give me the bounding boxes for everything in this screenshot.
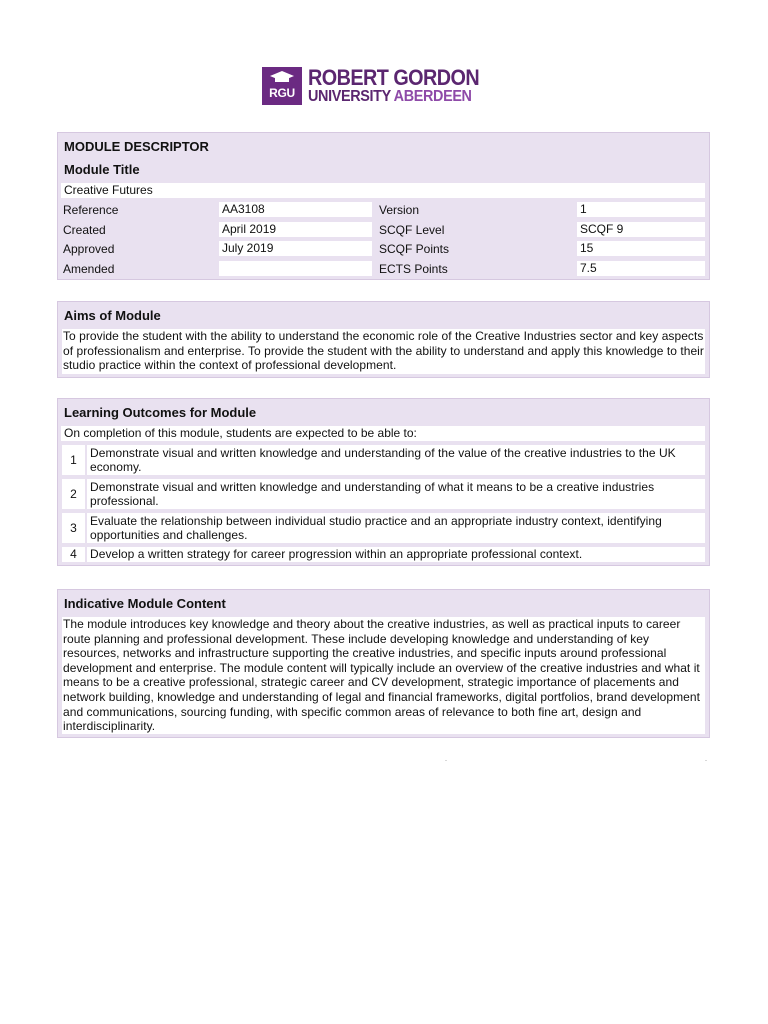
outcome-text-2: Demonstrate visual and written knowledge and understanding of what it means to be a creative industries professional. [87, 479, 705, 509]
module-title-value: Creative Futures [61, 183, 705, 198]
outcome-number-4: 4 [62, 547, 85, 562]
rgu-logo-mark-text: RGU [269, 86, 295, 100]
outcome-text-3: Evaluate the relationship between individual studio practice and an appropriate industry context, identifying opportunities and challenges. [87, 513, 705, 543]
rgu-logo-mark [262, 67, 302, 105]
learning-outcomes-intro: On completion of this module, students are expected to be able to: [61, 426, 705, 441]
ects-points-value: 7.5 [577, 261, 705, 276]
version-value: 1 [577, 202, 705, 217]
rgu-logo-name: ROBERT GORDON [308, 65, 480, 90]
rgu-logo-city: ABERDEEN [393, 88, 472, 105]
outcome-number-2: 2 [62, 479, 85, 509]
indicative-content-heading: Indicative Module Content [64, 596, 226, 611]
created-label: Created [63, 223, 106, 237]
approved-value: July 2019 [219, 241, 372, 256]
created-value: April 2019 [219, 222, 372, 237]
indicative-content-section [57, 589, 710, 738]
outcome-text-1: Demonstrate visual and written knowledge and understanding of the value of the creative industries to the UK economy. [87, 445, 705, 475]
indicative-content-text: The module introduces key knowledge and theory about the creative industries, as well as practical inputs to career route planning and professional development. These include developing knowledge and understanding of key resources, networks and infrastructure supporting the creative industries, and specific inputs around professional development and enterprise. The module content will typically include an overview of the creative industries and what it means to be a creative professional, strategic career and CV development, strategic importance of placements and network building, knowledge and understanding of legal and financial frameworks, digital portfolios, brand development and communications, sourcing funding, with specific common areas of relevance to both fine art, design and interdisciplinarity. [62, 617, 705, 734]
rgu-logo [262, 66, 488, 106]
module-descriptor-section [57, 132, 710, 280]
version-label: Version [379, 203, 420, 217]
amended-label: Amended [63, 262, 115, 276]
graduation-cap-icon [262, 67, 302, 87]
aims-heading: Aims of Module [64, 308, 161, 323]
outcome-text-4: Develop a written strategy for career progression within an appropriate professional context. [87, 547, 705, 562]
scqf-points-label: SCQF Points [379, 242, 450, 256]
module-descriptor-heading: MODULE DESCRIPTOR [64, 139, 209, 154]
rgu-logo-university: UNIVERSITY [308, 88, 391, 105]
scqf-points-value: 15 [577, 241, 705, 256]
aims-section [57, 301, 710, 378]
approved-label: Approved [63, 242, 115, 256]
scqf-level-label: SCQF Level [379, 223, 445, 237]
learning-outcomes-section [57, 398, 710, 566]
rgu-logo-subname [308, 88, 472, 106]
outcome-number-1: 1 [62, 445, 85, 475]
faint-mark [445, 760, 447, 761]
outcome-number-3: 3 [62, 513, 85, 543]
reference-value: AA3108 [219, 202, 372, 217]
amended-value [219, 261, 372, 276]
ects-points-label: ECTS Points [379, 262, 448, 276]
aims-text: To provide the student with the ability to understand the economic role of the Creative Industries sector and key aspects of professionalism and enterprise. To provide the student with the ability to understand and apply this knowledge to their studio practice within the context of professional development. [63, 329, 704, 373]
faint-mark [705, 760, 707, 761]
module-title-heading: Module Title [64, 162, 140, 177]
scqf-level-value: SCQF 9 [577, 222, 705, 237]
reference-label: Reference [63, 203, 119, 217]
learning-outcomes-heading: Learning Outcomes for Module [64, 405, 257, 420]
